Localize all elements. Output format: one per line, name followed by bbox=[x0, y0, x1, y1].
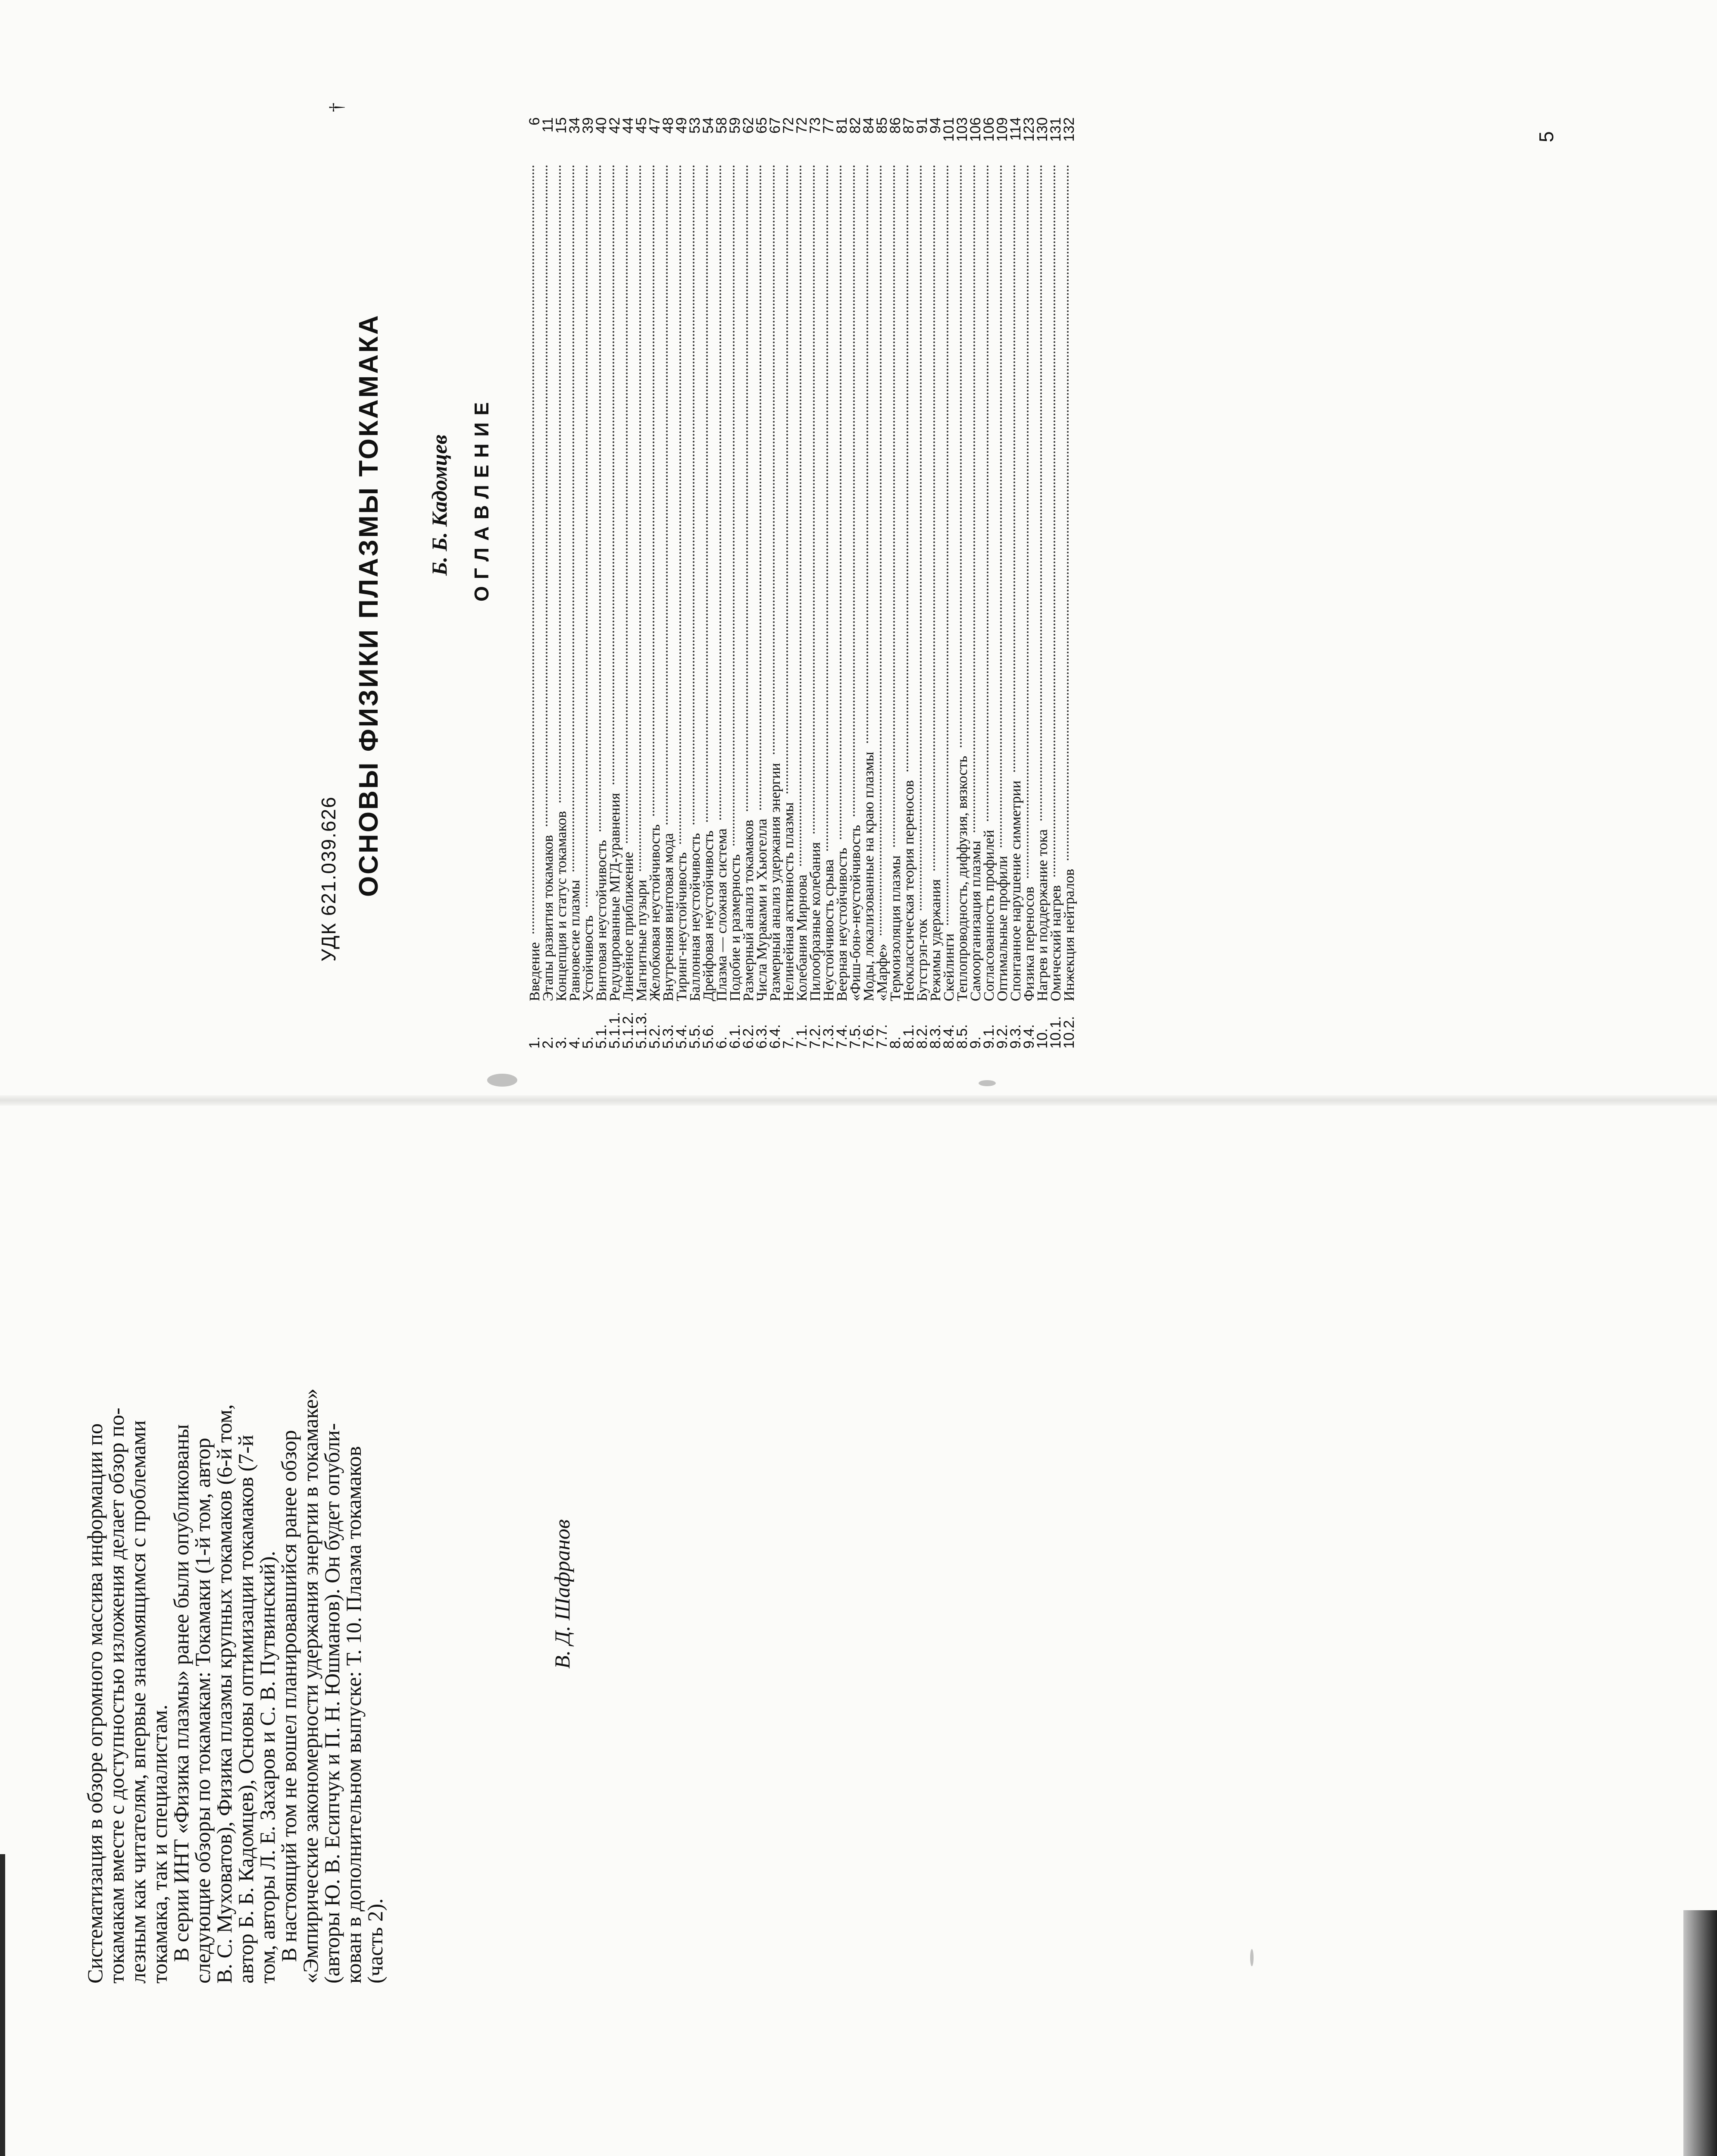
toc-leader-dots bbox=[1013, 165, 1015, 772]
toc-row bbox=[1049, 117, 1063, 1049]
toc-section-title: Согласованность профилей bbox=[981, 830, 997, 1001]
toc-page-number: 62 bbox=[740, 117, 757, 134]
toc-page-number: 11 bbox=[540, 117, 556, 133]
preface-line: токамакам вместе с доступностью изложения делает обзор по- bbox=[104, 1407, 128, 1984]
toc-page-number: 81 bbox=[834, 117, 850, 134]
toc-section-title: Баллонная неустойчивость bbox=[687, 833, 703, 1001]
toc-section-number: 5.2. bbox=[647, 1024, 663, 1049]
toc-section-title: Этапы развития токамаков bbox=[540, 835, 556, 1001]
toc-section-number: 5.1. bbox=[593, 1024, 610, 1049]
scan-speck bbox=[1250, 1949, 1254, 1966]
toc-row bbox=[902, 117, 916, 1049]
toc-leader-dots bbox=[653, 165, 654, 816]
toc-leader-dots bbox=[679, 165, 681, 844]
toc-section-number: 8.5. bbox=[954, 1024, 970, 1049]
toc-leader-dots bbox=[1000, 165, 1002, 847]
toc-section-title: Дрейфовая неустойчивость bbox=[701, 830, 716, 1001]
toc-section-number: 7.4. bbox=[834, 1024, 850, 1049]
toc-row bbox=[648, 117, 662, 1049]
toc-leader-dots bbox=[960, 165, 962, 747]
toc-leader-dots bbox=[973, 165, 975, 832]
toc-section-number: 5.5. bbox=[687, 1024, 703, 1049]
toc-row bbox=[782, 117, 795, 1049]
toc-section-number: 5. bbox=[580, 1036, 596, 1049]
toc-row bbox=[849, 117, 862, 1049]
toc-leader-dots bbox=[666, 165, 668, 824]
toc-section-number: 10. bbox=[1034, 1028, 1051, 1049]
toc-section-number: 6.4. bbox=[767, 1024, 783, 1049]
toc-leader-dots bbox=[1027, 165, 1029, 878]
toc-page-number: 40 bbox=[593, 117, 610, 134]
toc-leader-dots bbox=[746, 165, 748, 811]
toc-leader-dots bbox=[586, 165, 588, 907]
toc-leader-dots bbox=[572, 165, 574, 871]
toc-leader-dots bbox=[1040, 165, 1042, 821]
toc-leader-dots bbox=[786, 165, 788, 793]
toc-leader-dots bbox=[933, 165, 935, 871]
toc-section-title: Теплопроводность, диффузия, вязкость bbox=[954, 755, 970, 1001]
toc-section-number: 7. bbox=[780, 1036, 797, 1049]
toc-row bbox=[635, 117, 648, 1049]
toc-leader-dots bbox=[907, 165, 908, 771]
toc-section-number: 5.1.1. bbox=[607, 1012, 623, 1049]
toc-row bbox=[715, 117, 729, 1049]
toc-page-number: 53 bbox=[687, 117, 703, 134]
toc-section-title: Скейлинги bbox=[941, 933, 957, 1001]
preface-line: (часть 2). bbox=[363, 1898, 387, 1984]
toc-section-number: 6.3. bbox=[754, 1024, 770, 1049]
toc-row bbox=[568, 117, 582, 1049]
toc-leader-dots bbox=[987, 165, 988, 821]
toc-page-number: 15 bbox=[553, 117, 569, 134]
toc-section-title: «Фиш-бон»-неустойчивость bbox=[848, 825, 863, 1001]
toc-section-title: Размерный анализ удержания энергии bbox=[767, 763, 783, 1001]
toc-section-number: 7.3. bbox=[820, 1024, 837, 1049]
toc-page-number: 82 bbox=[847, 117, 863, 134]
toc-page-number: 131 bbox=[1048, 117, 1064, 142]
toc-leader-dots bbox=[693, 165, 694, 824]
toc-row bbox=[608, 117, 622, 1049]
toc-leader-dots bbox=[853, 165, 855, 816]
toc-section-title: Оптимальные профили bbox=[995, 856, 1010, 1001]
toc-row bbox=[982, 117, 996, 1049]
scan-left-edge bbox=[0, 1854, 5, 2156]
toc-leader-dots bbox=[706, 165, 708, 822]
toc-leader-dots bbox=[1054, 165, 1055, 877]
toc-row bbox=[555, 117, 568, 1049]
toc-section-title: Размерный анализ токамаков bbox=[741, 820, 757, 1001]
toc-section-number: 10.2. bbox=[1061, 1016, 1077, 1049]
toc-row bbox=[956, 117, 969, 1049]
toc-leader-dots bbox=[613, 165, 614, 784]
toc-page-number: 109 bbox=[994, 117, 1010, 142]
toc-page-number: 65 bbox=[754, 117, 770, 134]
scan-corner-shadow bbox=[1683, 1910, 1717, 2156]
preface-line: В. С. Муховатов), Физика плазмы крупных токамаков (6-й том, bbox=[212, 1404, 236, 1984]
toc-row bbox=[1036, 117, 1049, 1049]
toc-row bbox=[822, 117, 835, 1049]
book-author: Б. Б. Кадомцев bbox=[427, 435, 451, 576]
toc-page-number: 106 bbox=[967, 117, 984, 142]
toc-leader-dots bbox=[532, 165, 534, 934]
preface-line: В настоящий том не вошел планировавшийся ранее обзор bbox=[277, 1430, 301, 1962]
toc-leader-dots bbox=[920, 165, 922, 910]
toc-page-number: 59 bbox=[727, 117, 743, 134]
toc-section-title: Желобковая неустойчивость bbox=[647, 824, 663, 1001]
preface-author: В. Д. Шафранов bbox=[550, 1519, 574, 1669]
toc-section-number: 5.1.3. bbox=[633, 1012, 650, 1049]
toc-leader-dots bbox=[559, 165, 561, 802]
toc-page-number: 103 bbox=[954, 117, 970, 142]
toc-row bbox=[675, 117, 688, 1049]
toc-leader-dots bbox=[947, 165, 948, 925]
toc-section-title: Режимы удержания bbox=[928, 879, 944, 1001]
toc-page-number: 91 bbox=[914, 117, 930, 134]
toc-row bbox=[795, 117, 809, 1049]
toc-page-number: 85 bbox=[874, 117, 890, 134]
toc-page-number: 86 bbox=[887, 117, 904, 134]
toc-section-title: Винтовая неустойчивость bbox=[594, 840, 610, 1001]
preface-line: Систематизация в обзоре огромного массива информации по bbox=[83, 1423, 107, 1984]
toc-row bbox=[809, 117, 822, 1049]
scan-speck bbox=[979, 1080, 996, 1086]
toc-row bbox=[702, 117, 715, 1049]
toc-leader-dots bbox=[813, 165, 815, 834]
toc-section-title: Числа Мураками и Хьюгелла bbox=[754, 818, 770, 1001]
toc-page-number: 106 bbox=[981, 117, 997, 142]
toc-section-number: 9.3. bbox=[1007, 1024, 1024, 1049]
toc-section-number: 7.2. bbox=[807, 1024, 823, 1049]
toc-page-number: 73 bbox=[807, 117, 823, 134]
toc-section-title: Редуцированные МГД-уравнения bbox=[607, 793, 623, 1001]
toc-section-number: 6.2. bbox=[740, 1024, 757, 1049]
toc-page-number: 48 bbox=[660, 117, 676, 134]
toc-page-number: 130 bbox=[1034, 117, 1051, 142]
preface-line: автор Б. Б. Кадомцев), Основы оптимизации токамаков (7-й bbox=[234, 1435, 258, 1984]
toc-row bbox=[929, 117, 942, 1049]
toc-leader-dots bbox=[639, 165, 641, 871]
toc-section-number: 7.7. bbox=[874, 1024, 890, 1049]
toc-section-title: Введение bbox=[527, 942, 543, 1001]
toc-page-number: 6 bbox=[526, 117, 543, 125]
toc-leader-dots bbox=[800, 165, 801, 866]
preface-line: «Эмпирические закономерности удержания энергии в токамаке» bbox=[298, 1388, 322, 1984]
preface-text bbox=[84, 1100, 386, 1984]
table-of-contents bbox=[528, 117, 1537, 1049]
toc-section-title: Равновесие плазмы bbox=[567, 880, 583, 1001]
toc-row bbox=[835, 117, 849, 1049]
toc-row bbox=[729, 117, 742, 1049]
toc-section-number: 8.4. bbox=[941, 1024, 957, 1049]
toc-section-number: 7.6. bbox=[860, 1024, 877, 1049]
toc-page-number: 101 bbox=[941, 117, 957, 142]
toc-section-title: Спонтанное нарушение симметрии bbox=[1008, 780, 1024, 1001]
scan-speck bbox=[487, 1074, 517, 1087]
toc-section-number: 4. bbox=[566, 1036, 583, 1049]
toc-row bbox=[688, 117, 702, 1049]
toc-heading: ОГЛАВЛЕНИЕ bbox=[470, 395, 493, 602]
toc-section-title: Устойчивость bbox=[580, 915, 596, 1001]
toc-section-number: 3. bbox=[553, 1036, 569, 1049]
toc-page-number: 39 bbox=[580, 117, 596, 134]
toc-section-number: 5.6. bbox=[700, 1024, 716, 1049]
toc-page-number: 58 bbox=[713, 117, 730, 134]
toc-section-number: 6. bbox=[713, 1036, 730, 1049]
toc-page-number: 34 bbox=[566, 117, 583, 134]
toc-section-number: 5.4. bbox=[673, 1024, 690, 1049]
toc-leader-dots bbox=[826, 165, 828, 851]
toc-section-title: Веерная неустойчивость bbox=[834, 848, 850, 1001]
toc-row bbox=[662, 117, 675, 1049]
toc-page-number: 47 bbox=[647, 117, 663, 134]
toc-page-number: 54 bbox=[700, 117, 716, 134]
udk-code: УДК 621.039.626 bbox=[317, 796, 340, 962]
toc-section-title: Омический нагрев bbox=[1048, 885, 1064, 1001]
toc-row bbox=[916, 117, 929, 1049]
toc-row bbox=[769, 117, 782, 1049]
toc-row bbox=[1023, 117, 1036, 1049]
toc-row bbox=[755, 117, 769, 1049]
toc-section-number: 9. bbox=[967, 1036, 984, 1049]
page-number: 5 bbox=[1535, 131, 1557, 142]
toc-section-title: Подобие и размерность bbox=[727, 854, 743, 1001]
toc-section-title: Самоорганизация плазмы bbox=[968, 840, 984, 1001]
toc-page-number: 87 bbox=[901, 117, 917, 134]
toc-leader-dots bbox=[599, 165, 601, 831]
toc-section-title: Тиринг-неустойчивость bbox=[674, 852, 690, 1001]
toc-leader-dots bbox=[1067, 165, 1069, 860]
toc-page-number: 72 bbox=[780, 117, 797, 134]
toc-row bbox=[1009, 117, 1023, 1049]
toc-row bbox=[541, 117, 555, 1049]
toc-row bbox=[1063, 117, 1076, 1049]
preface-line: токамака, так и специалистам. bbox=[147, 1705, 172, 1984]
toc-page-number: 132 bbox=[1061, 117, 1077, 142]
toc-page-number: 45 bbox=[633, 117, 650, 134]
toc-leader-dots bbox=[546, 165, 547, 826]
toc-leader-dots bbox=[773, 165, 775, 754]
toc-section-title: Инжекция нейтралов bbox=[1061, 868, 1077, 1001]
toc-section-number: 8. bbox=[887, 1036, 904, 1049]
toc-leader-dots bbox=[840, 165, 841, 839]
toc-leader-dots bbox=[866, 165, 868, 743]
preface-line: том, авторы Л. Е. Захаров и С. В. Путвинский). bbox=[255, 1551, 279, 1984]
toc-section-title: Неустойчивость срыва bbox=[821, 859, 837, 1001]
toc-section-title: «Марфе» bbox=[874, 943, 890, 1001]
toc-page-number: 42 bbox=[607, 117, 623, 134]
toc-section-number: 8.2. bbox=[914, 1024, 930, 1049]
toc-section-title: Физика переносов bbox=[1021, 887, 1037, 1001]
preface-line: В серии ИНТ «Физика плазмы» ранее были опубликованы bbox=[169, 1424, 193, 1962]
corner-mark: † bbox=[326, 103, 347, 112]
toc-section-title: Нелинейная активность плазмы bbox=[781, 802, 797, 1001]
toc-section-number: 5.1.2. bbox=[620, 1012, 636, 1049]
toc-row bbox=[942, 117, 956, 1049]
toc-section-number: 7.1. bbox=[794, 1024, 810, 1049]
toc-page-number: 94 bbox=[927, 117, 944, 134]
toc-page-number: 44 bbox=[620, 117, 636, 134]
toc-leader-dots bbox=[893, 165, 895, 847]
toc-row bbox=[996, 117, 1009, 1049]
toc-section-number: 8.3. bbox=[927, 1024, 944, 1049]
toc-row bbox=[862, 117, 876, 1049]
toc-section-number: 7.5. bbox=[847, 1024, 863, 1049]
toc-section-number: 9.4. bbox=[1021, 1024, 1037, 1049]
toc-page-number: 72 bbox=[794, 117, 810, 134]
toc-section-title: Нагрев и поддержание тока bbox=[1035, 829, 1051, 1001]
toc-section-number: 9.2. bbox=[994, 1024, 1010, 1049]
toc-section-number: 9.1. bbox=[981, 1024, 997, 1049]
preface-line: лезным как читателям, впервые знакомящимся с проблемами bbox=[126, 1420, 150, 1984]
toc-row bbox=[622, 117, 635, 1049]
toc-section-title: Внутренняя винтовая мода bbox=[660, 833, 676, 1001]
toc-section-number: 5.3. bbox=[660, 1024, 676, 1049]
toc-section-title: Термоизоляция плазмы bbox=[888, 855, 904, 1001]
toc-section-title: Линейное приближение bbox=[620, 852, 636, 1001]
toc-section-number: 6.1. bbox=[727, 1024, 743, 1049]
toc-row bbox=[582, 117, 595, 1049]
toc-leader-dots bbox=[760, 165, 761, 810]
toc-row bbox=[889, 117, 902, 1049]
toc-leader-dots bbox=[626, 165, 628, 843]
toc-leader-dots bbox=[733, 165, 735, 846]
toc-section-number: 8.1. bbox=[901, 1024, 917, 1049]
toc-row bbox=[742, 117, 755, 1049]
toc-leader-dots bbox=[880, 165, 882, 935]
toc-page-number: 67 bbox=[767, 117, 783, 134]
toc-section-title: Пилообразные колебания bbox=[807, 842, 823, 1001]
toc-page-number: 84 bbox=[860, 117, 877, 134]
toc-section-number: 2. bbox=[540, 1036, 556, 1049]
toc-row bbox=[969, 117, 982, 1049]
toc-section-title: Бутстрэп-ток bbox=[914, 918, 930, 1001]
toc-section-title: Моды, локализованные на краю плазмы bbox=[861, 752, 877, 1001]
toc-section-title: Магнитные пузыри bbox=[634, 880, 650, 1001]
toc-leader-dots bbox=[719, 165, 721, 820]
toc-page-number: 123 bbox=[1021, 117, 1037, 142]
preface-line: следующие обзоры по токамакам: Токамаки (1-й том, автор bbox=[191, 1438, 215, 1984]
toc-section-title: Неоклассическая теория переносов bbox=[901, 780, 917, 1001]
toc-row bbox=[595, 117, 608, 1049]
toc-section-number: 1. bbox=[526, 1036, 543, 1049]
book-title: ОСНОВЫ ФИЗИКИ ПЛАЗМЫ ТОКАМАКА bbox=[354, 313, 384, 897]
preface-line: (авторы Ю. В. Есипчук и П. Н. Юшманов). Он будет опубли- bbox=[320, 1423, 344, 1984]
toc-page-number: 114 bbox=[1007, 117, 1024, 141]
toc-page-number: 49 bbox=[673, 117, 690, 134]
preface-line: кован в дополнительном выпуске: Т. 10. Плазма токамаков bbox=[341, 1446, 366, 1984]
toc-section-title: Концепция и статус токамаков bbox=[554, 811, 569, 1001]
toc-row bbox=[876, 117, 889, 1049]
toc-section-title: Колебания Мирнова bbox=[794, 874, 810, 1001]
toc-page-number: 77 bbox=[820, 117, 837, 134]
toc-section-number: 10.1. bbox=[1048, 1016, 1064, 1049]
toc-row bbox=[528, 117, 541, 1049]
toc-section-title: Плазма — сложная система bbox=[714, 828, 730, 1001]
